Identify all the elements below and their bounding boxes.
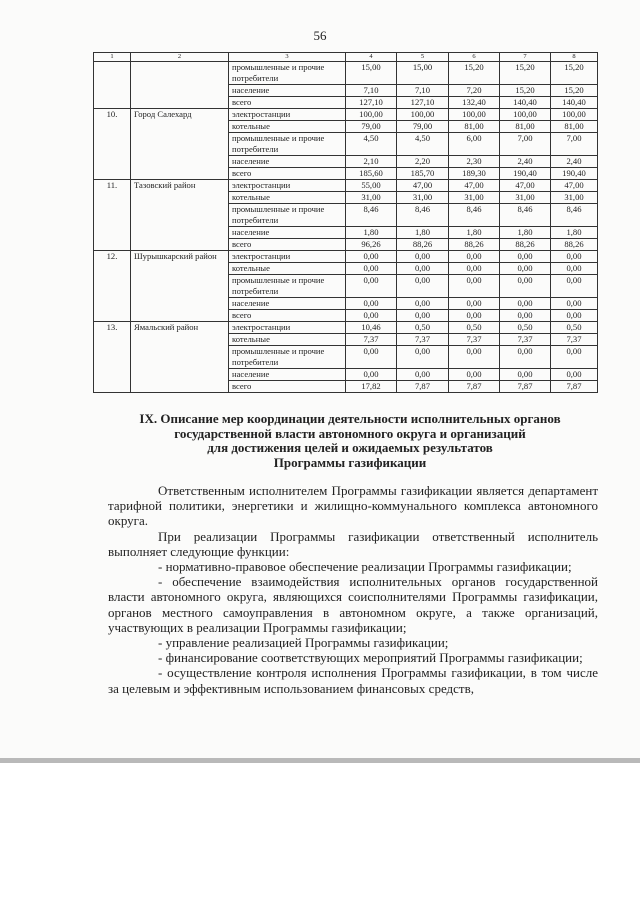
value-cell: 0,00 bbox=[449, 298, 500, 310]
value-cell: 0,00 bbox=[449, 310, 500, 322]
column-header: 7 bbox=[500, 53, 551, 62]
consumer-category: промышленные и прочие потребители bbox=[229, 346, 346, 369]
table-row bbox=[94, 322, 598, 334]
value-cell: 0,00 bbox=[346, 369, 397, 381]
consumer-category: котельные bbox=[229, 263, 346, 275]
value-cell: 0,00 bbox=[346, 346, 397, 369]
value-cell: 81,00 bbox=[500, 121, 551, 133]
value-cell: 127,10 bbox=[397, 97, 449, 109]
value-cell: 47,00 bbox=[500, 180, 551, 192]
value-cell: 0,00 bbox=[346, 263, 397, 275]
consumer-category: электростанции bbox=[229, 322, 346, 334]
value-cell: 15,20 bbox=[551, 62, 598, 85]
value-cell: 0,00 bbox=[551, 275, 598, 298]
value-cell: 0,00 bbox=[500, 251, 551, 263]
value-cell: 55,00 bbox=[346, 180, 397, 192]
value-cell: 81,00 bbox=[551, 121, 598, 133]
value-cell: 31,00 bbox=[551, 192, 598, 204]
heading-line: IX. Описание мер координации деятельности исполнительных органов bbox=[139, 411, 561, 426]
value-cell: 7,37 bbox=[551, 334, 598, 346]
paragraph: - осуществление контроля исполнения Программы газификации, в том числе за целевым и эффективным использованием финансовых средств, bbox=[108, 665, 598, 696]
value-cell: 15,20 bbox=[449, 62, 500, 85]
municipality-name: Город Салехард bbox=[131, 109, 229, 180]
value-cell: 15,20 bbox=[500, 85, 551, 97]
value-cell: 88,26 bbox=[551, 239, 598, 251]
value-cell: 6,00 bbox=[449, 133, 500, 156]
consumer-category: население bbox=[229, 369, 346, 381]
consumer-category: всего bbox=[229, 381, 346, 393]
value-cell: 0,00 bbox=[449, 275, 500, 298]
heading-line: для достижения целей и ожидаемых результатов bbox=[207, 440, 493, 455]
value-cell: 0,00 bbox=[346, 251, 397, 263]
value-cell: 7,37 bbox=[397, 334, 449, 346]
value-cell: 0,00 bbox=[551, 310, 598, 322]
value-cell: 17,82 bbox=[346, 381, 397, 393]
column-header: 6 bbox=[449, 53, 500, 62]
value-cell: 0,50 bbox=[449, 322, 500, 334]
value-cell: 7,37 bbox=[346, 334, 397, 346]
consumer-category: котельные bbox=[229, 334, 346, 346]
value-cell: 7,87 bbox=[551, 381, 598, 393]
paragraph: При реализации Программы газификации ответственный исполнитель выполняет следующие функции: bbox=[108, 528, 598, 559]
value-cell: 190,40 bbox=[551, 168, 598, 180]
consumer-category: всего bbox=[229, 239, 346, 251]
value-cell: 0,00 bbox=[346, 310, 397, 322]
value-cell: 100,00 bbox=[346, 109, 397, 121]
value-cell: 79,00 bbox=[346, 121, 397, 133]
consumer-category: всего bbox=[229, 168, 346, 180]
value-cell: 0,00 bbox=[449, 263, 500, 275]
value-cell: 1,80 bbox=[346, 227, 397, 239]
table-row bbox=[94, 109, 598, 121]
value-cell: 1,80 bbox=[449, 227, 500, 239]
consumer-category: промышленные и прочие потребители bbox=[229, 275, 346, 298]
consumer-category: электростанции bbox=[229, 251, 346, 263]
consumer-category: промышленные и прочие потребители bbox=[229, 133, 346, 156]
value-cell: 185,70 bbox=[397, 168, 449, 180]
value-cell: 0,00 bbox=[551, 251, 598, 263]
gas-consumption-table bbox=[93, 52, 598, 393]
row-number: 12. bbox=[94, 251, 131, 322]
value-cell: 1,80 bbox=[551, 227, 598, 239]
column-header: 4 bbox=[346, 53, 397, 62]
value-cell: 15,20 bbox=[500, 62, 551, 85]
value-cell: 0,00 bbox=[397, 263, 449, 275]
municipality-name: Тазовский район bbox=[131, 180, 229, 251]
value-cell: 0,00 bbox=[500, 263, 551, 275]
value-cell: 0,50 bbox=[397, 322, 449, 334]
value-cell: 8,46 bbox=[346, 204, 397, 227]
value-cell: 0,00 bbox=[397, 346, 449, 369]
value-cell: 132,40 bbox=[449, 97, 500, 109]
value-cell: 0,00 bbox=[449, 251, 500, 263]
value-cell: 0,00 bbox=[449, 369, 500, 381]
value-cell: 79,00 bbox=[397, 121, 449, 133]
table-header-row bbox=[94, 53, 598, 62]
value-cell: 47,00 bbox=[551, 180, 598, 192]
consumer-category: население bbox=[229, 156, 346, 168]
value-cell: 0,00 bbox=[551, 298, 598, 310]
value-cell: 8,46 bbox=[449, 204, 500, 227]
value-cell: 140,40 bbox=[500, 97, 551, 109]
value-cell: 7,20 bbox=[449, 85, 500, 97]
value-cell: 8,46 bbox=[397, 204, 449, 227]
value-cell: 81,00 bbox=[449, 121, 500, 133]
value-cell: 7,87 bbox=[449, 381, 500, 393]
paragraph: - финансирование соответствующих мероприятий Программы газификации; bbox=[158, 650, 583, 666]
row-number bbox=[94, 62, 131, 109]
heading-line: Программы газификации bbox=[273, 454, 427, 470]
value-cell: 0,00 bbox=[346, 298, 397, 310]
value-cell: 7,87 bbox=[397, 381, 449, 393]
value-cell: 88,26 bbox=[449, 239, 500, 251]
value-cell: 0,00 bbox=[346, 275, 397, 298]
value-cell: 100,00 bbox=[397, 109, 449, 121]
column-header: 3 bbox=[229, 53, 346, 62]
value-cell: 2,30 bbox=[449, 156, 500, 168]
value-cell: 100,00 bbox=[500, 109, 551, 121]
value-cell: 1,80 bbox=[500, 227, 551, 239]
value-cell: 100,00 bbox=[449, 109, 500, 121]
municipality-name: Ямальский район bbox=[131, 322, 229, 393]
value-cell: 7,10 bbox=[346, 85, 397, 97]
value-cell: 88,26 bbox=[500, 239, 551, 251]
value-cell: 0,50 bbox=[500, 322, 551, 334]
consumer-category: население bbox=[229, 85, 346, 97]
value-cell: 1,80 bbox=[397, 227, 449, 239]
value-cell: 47,00 bbox=[397, 180, 449, 192]
value-cell: 0,00 bbox=[500, 298, 551, 310]
value-cell: 31,00 bbox=[500, 192, 551, 204]
column-header: 5 bbox=[397, 53, 449, 62]
column-header: 8 bbox=[551, 53, 598, 62]
value-cell: 8,46 bbox=[500, 204, 551, 227]
consumer-category: электростанции bbox=[229, 109, 346, 121]
value-cell: 0,00 bbox=[397, 298, 449, 310]
column-header: 1 bbox=[94, 53, 131, 62]
value-cell: 0,00 bbox=[551, 369, 598, 381]
value-cell: 0,50 bbox=[551, 322, 598, 334]
municipality-name: Шурышкарский район bbox=[131, 251, 229, 322]
value-cell: 88,26 bbox=[397, 239, 449, 251]
heading-line: государственной власти автономного округа и организаций bbox=[174, 425, 526, 441]
consumer-category: электростанции bbox=[229, 180, 346, 192]
value-cell: 2,20 bbox=[397, 156, 449, 168]
value-cell: 15,00 bbox=[346, 62, 397, 85]
table-row bbox=[94, 62, 598, 85]
value-cell: 190,40 bbox=[500, 168, 551, 180]
value-cell: 185,60 bbox=[346, 168, 397, 180]
value-cell: 0,00 bbox=[397, 369, 449, 381]
value-cell: 0,00 bbox=[551, 263, 598, 275]
value-cell: 8,46 bbox=[551, 204, 598, 227]
value-cell: 31,00 bbox=[449, 192, 500, 204]
value-cell: 189,30 bbox=[449, 168, 500, 180]
consumer-category: население bbox=[229, 227, 346, 239]
value-cell: 2,40 bbox=[551, 156, 598, 168]
value-cell: 4,50 bbox=[397, 133, 449, 156]
consumer-category: всего bbox=[229, 310, 346, 322]
row-number: 10. bbox=[94, 109, 131, 180]
value-cell: 0,00 bbox=[500, 310, 551, 322]
value-cell: 0,00 bbox=[551, 346, 598, 369]
value-cell: 7,37 bbox=[449, 334, 500, 346]
value-cell: 7,87 bbox=[500, 381, 551, 393]
value-cell: 15,20 bbox=[551, 85, 598, 97]
value-cell: 0,00 bbox=[500, 346, 551, 369]
paragraph: Ответственным исполнителем Программы газификации является департамент тарифной политики, энергетики и жилищно-коммунального комплекса автономного округа. bbox=[108, 483, 598, 529]
consumer-category: промышленные и прочие потребители bbox=[229, 204, 346, 227]
consumer-category: всего bbox=[229, 97, 346, 109]
value-cell: 0,00 bbox=[397, 310, 449, 322]
value-cell: 2,40 bbox=[500, 156, 551, 168]
consumer-category: промышленные и прочие потребители bbox=[229, 62, 346, 85]
value-cell: 2,10 bbox=[346, 156, 397, 168]
paragraph: - управление реализацией Программы газификации; bbox=[158, 635, 449, 651]
section-heading bbox=[100, 412, 600, 470]
municipality-name bbox=[131, 62, 229, 109]
value-cell: 10,46 bbox=[346, 322, 397, 334]
table-row bbox=[94, 180, 598, 192]
row-number: 11. bbox=[94, 180, 131, 251]
column-header: 2 bbox=[131, 53, 229, 62]
value-cell: 31,00 bbox=[346, 192, 397, 204]
value-cell: 15,00 bbox=[397, 62, 449, 85]
value-cell: 0,00 bbox=[500, 275, 551, 298]
value-cell: 0,00 bbox=[449, 346, 500, 369]
value-cell: 0,00 bbox=[397, 251, 449, 263]
scan-edge bbox=[0, 758, 640, 763]
value-cell: 140,40 bbox=[551, 97, 598, 109]
value-cell: 7,00 bbox=[500, 133, 551, 156]
row-number: 13. bbox=[94, 322, 131, 393]
value-cell: 7,37 bbox=[500, 334, 551, 346]
consumer-category: котельные bbox=[229, 121, 346, 133]
page-number: 56 bbox=[313, 28, 327, 43]
value-cell: 127,10 bbox=[346, 97, 397, 109]
value-cell: 0,00 bbox=[500, 369, 551, 381]
value-cell: 7,00 bbox=[551, 133, 598, 156]
value-cell: 47,00 bbox=[449, 180, 500, 192]
value-cell: 96,26 bbox=[346, 239, 397, 251]
table-row bbox=[94, 251, 598, 263]
consumer-category: котельные bbox=[229, 192, 346, 204]
paragraph: - нормативно-правовое обеспечение реализации Программы газификации; bbox=[158, 559, 572, 575]
value-cell: 100,00 bbox=[551, 109, 598, 121]
paragraph: - обеспечение взаимодействия исполнительных органов государственной власти автономного округа, являющихся соисполнителями Программы газификации, органов местного самоуправления в автономном округе, а также организаций, участвующих в реализации Программы газификации; bbox=[108, 574, 598, 635]
value-cell: 31,00 bbox=[397, 192, 449, 204]
value-cell: 7,10 bbox=[397, 85, 449, 97]
section-body bbox=[108, 483, 598, 696]
consumer-category: население bbox=[229, 298, 346, 310]
value-cell: 4,50 bbox=[346, 133, 397, 156]
value-cell: 0,00 bbox=[397, 275, 449, 298]
